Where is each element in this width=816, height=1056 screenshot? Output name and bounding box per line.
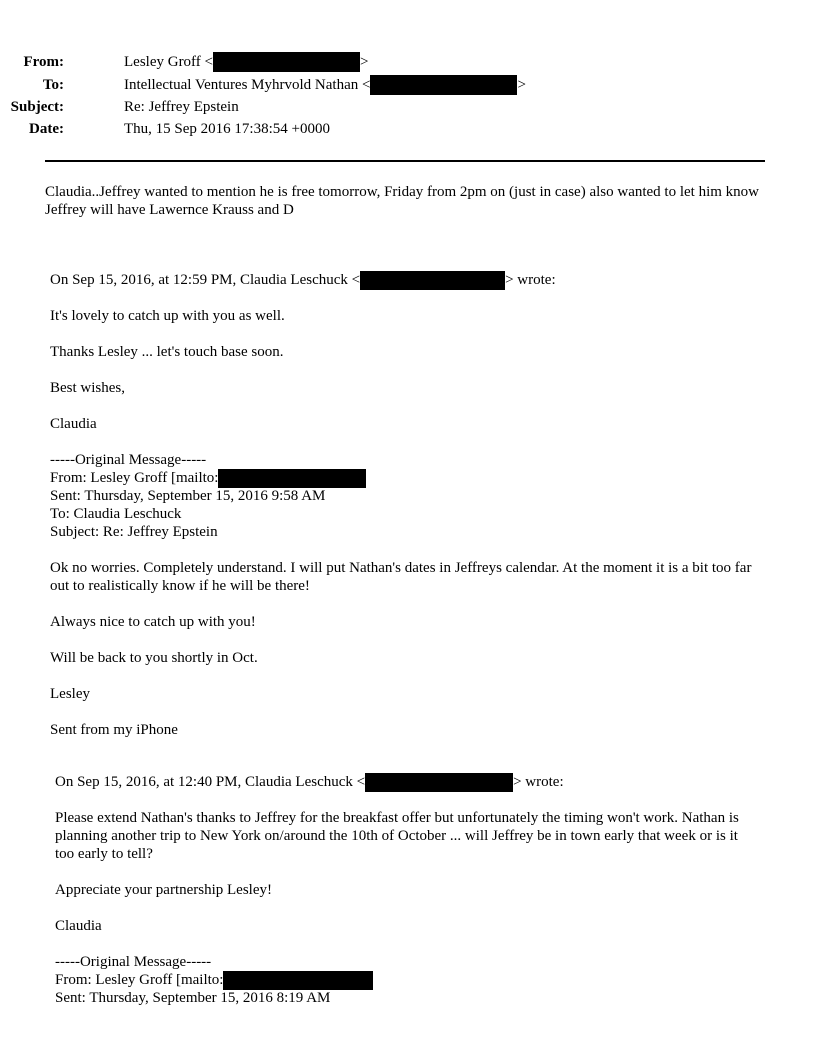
reply1-orig-body5: Sent from my iPhone bbox=[50, 722, 178, 738]
reply1-line3: Best wishes, bbox=[50, 380, 125, 396]
to-close: > bbox=[517, 77, 526, 93]
reply2-body1: Please extend Nathan's thanks to Jeffrey for the breakfast offer but unfortunately the timing won't work. Nathan is planning another trip to New York on/around the 10th of October ... will Jeffrey be in town early that week or is it too early to tell? bbox=[55, 810, 739, 862]
from-label: From: bbox=[23, 54, 64, 70]
body-intro: Claudia..Jeffrey wanted to mention he is free tomorrow, Friday from 2pm on (just in case) also wanted to let him know Jeffrey will have Lawernce Krauss and D bbox=[45, 184, 760, 218]
header-subject bbox=[0, 97, 760, 117]
from-name: Lesley Groff < bbox=[124, 54, 213, 70]
from-value bbox=[124, 52, 368, 72]
reply1-attribution-start: On Sep 15, 2016, at 12:59 PM, Claudia Leschuck < bbox=[50, 272, 361, 288]
reply1-attribution bbox=[50, 271, 556, 290]
header-from bbox=[0, 52, 760, 72]
reply1-orig-body3: Will be back to you shortly in Oct. bbox=[50, 650, 258, 666]
to-name: Intellectual Ventures Myhrvold Nathan < bbox=[124, 77, 371, 93]
subject-label: Subject: bbox=[10, 99, 64, 115]
reply1-line4: Claudia bbox=[50, 416, 97, 432]
from-close: > bbox=[360, 54, 369, 70]
redaction-block bbox=[365, 773, 513, 792]
to-value bbox=[124, 75, 526, 95]
reply1-line2: Thanks Lesley ... let's touch base soon. bbox=[50, 344, 284, 360]
reply1-orig-body2: Always nice to catch up with you! bbox=[50, 614, 256, 630]
header-to bbox=[0, 75, 760, 95]
redaction-block bbox=[213, 52, 360, 72]
redaction-block bbox=[370, 75, 517, 95]
subject-value: Re: Jeffrey Epstein bbox=[124, 99, 239, 115]
reply2-body2: Appreciate your partnership Lesley! bbox=[55, 882, 272, 898]
redaction-block bbox=[223, 971, 373, 990]
to-label: To: bbox=[42, 77, 64, 93]
reply2-attribution-start: On Sep 15, 2016, at 12:40 PM, Claudia Leschuck < bbox=[55, 774, 366, 790]
reply2-orig-header: -----Original Message----- bbox=[55, 954, 212, 970]
reply1-line1: It's lovely to catch up with you as well. bbox=[50, 308, 285, 324]
date-label: Date: bbox=[29, 121, 64, 137]
reply1-orig-from-text: From: Lesley Groff [mailto: bbox=[50, 470, 219, 486]
reply2-attribution bbox=[55, 773, 564, 792]
header-divider bbox=[45, 160, 765, 162]
reply1-orig-header: -----Original Message----- bbox=[50, 452, 207, 468]
date-value: Thu, 15 Sep 2016 17:38:54 +0000 bbox=[124, 121, 330, 137]
redaction-block bbox=[360, 271, 505, 290]
reply2-orig-sent: Sent: Thursday, September 15, 2016 8:19 AM bbox=[55, 990, 331, 1006]
reply1-attribution-end: > wrote: bbox=[505, 272, 556, 288]
redaction-block bbox=[218, 469, 366, 488]
reply1-orig-to: To: Claudia Leschuck bbox=[50, 506, 182, 522]
header-date bbox=[0, 119, 760, 139]
reply1-orig-subject: Subject: Re: Jeffrey Epstein bbox=[50, 524, 218, 540]
reply1-orig-body4: Lesley bbox=[50, 686, 90, 702]
reply2-attribution-end: > wrote: bbox=[513, 774, 564, 790]
reply1-orig-from bbox=[50, 469, 366, 488]
reply2-orig-from bbox=[55, 971, 373, 990]
reply1-orig-body1: Ok no worries. Completely understand. I will put Nathan's dates in Jeffreys calendar. At the moment it is a bit too far out to realistically know if he will be there! bbox=[50, 560, 752, 594]
reply1-orig-sent: Sent: Thursday, September 15, 2016 9:58 AM bbox=[50, 488, 326, 504]
reply2-orig-from-text: From: Lesley Groff [mailto: bbox=[55, 972, 224, 988]
reply2-body3: Claudia bbox=[55, 918, 102, 934]
